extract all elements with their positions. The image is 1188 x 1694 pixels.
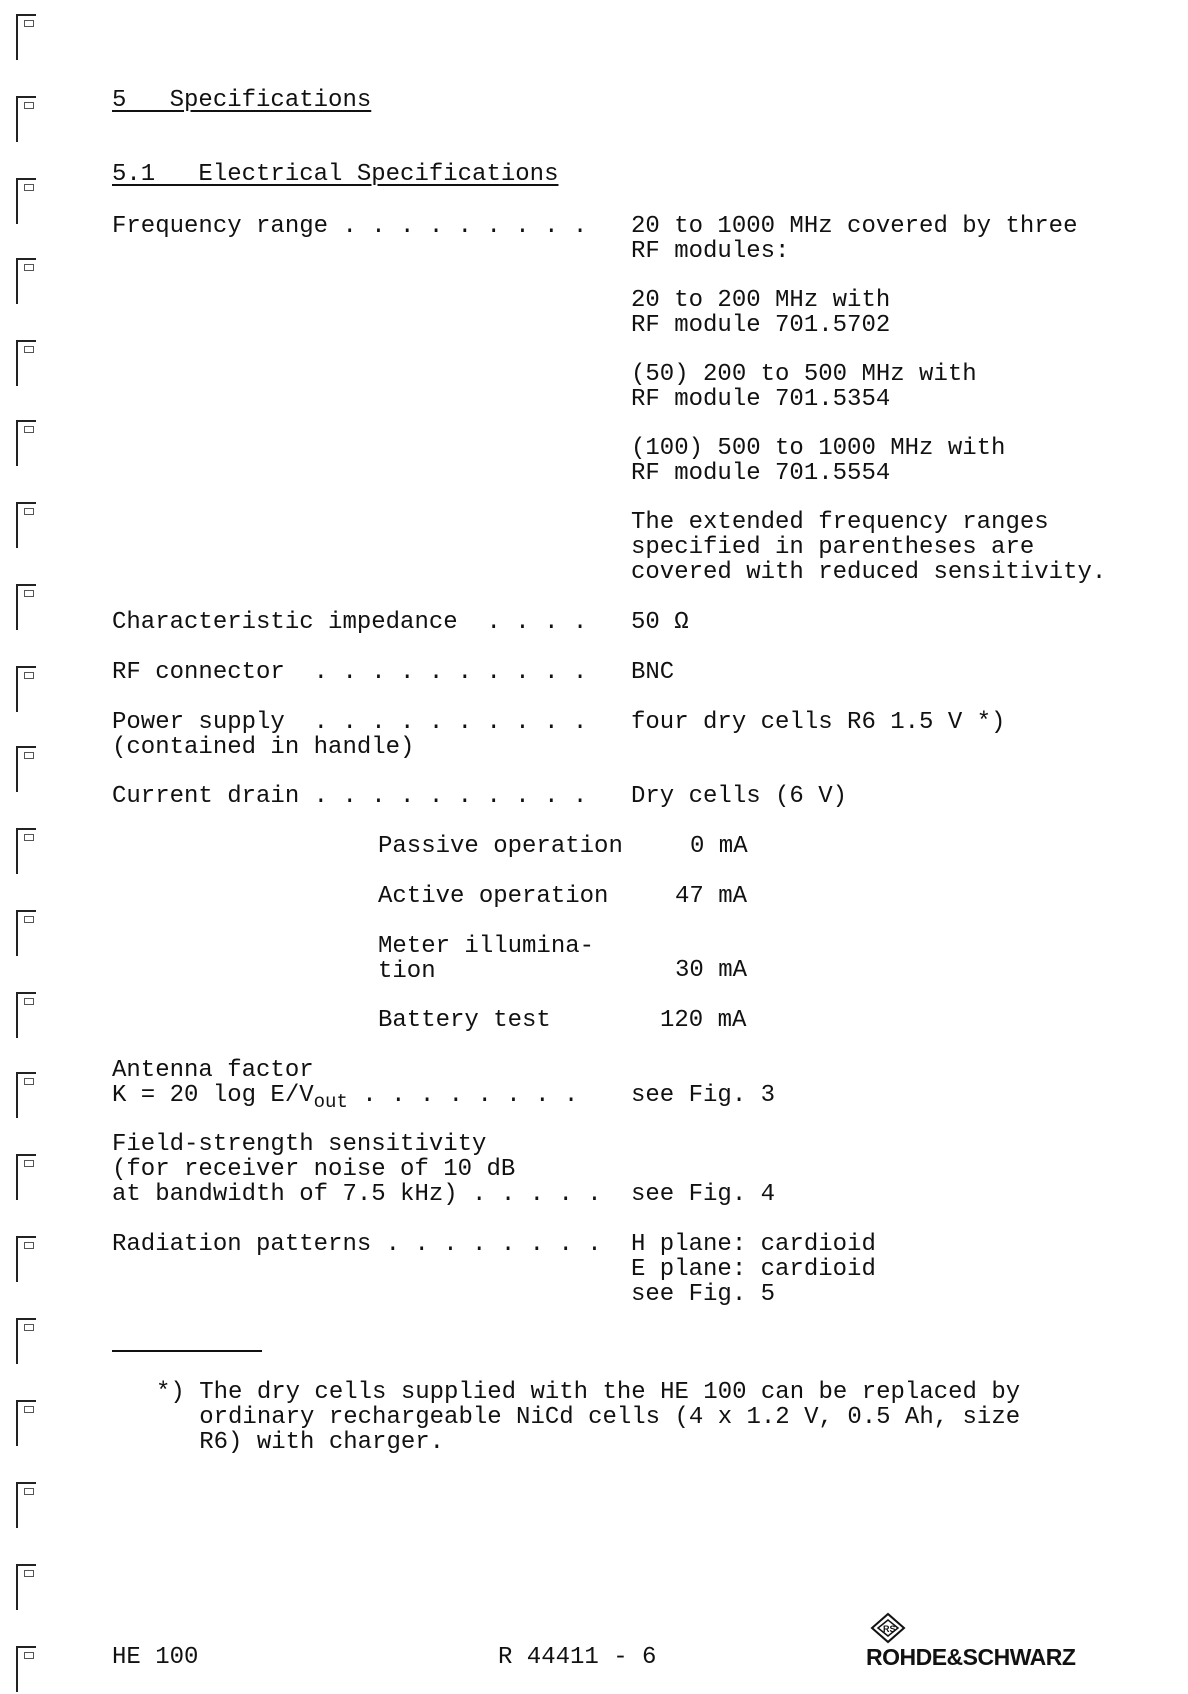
impedance-value: 50 Ω: [631, 609, 689, 636]
antenna-formula: [112, 1083, 578, 1115]
antenna-formula-subscript: out: [313, 1091, 348, 1113]
brand-logo: [866, 1612, 1086, 1672]
binder-hole: [16, 1318, 36, 1364]
frequency-range-value: 20 to 1000 MHz covered by three RF modules:: [631, 213, 1078, 265]
binder-hole: [16, 1482, 36, 1528]
frequency-range-label: Frequency range . . . . . . . . .: [112, 213, 588, 240]
footnote-divider: [112, 1350, 262, 1352]
binder-hole: [16, 666, 36, 712]
active-operation-label: Active operation: [378, 883, 609, 910]
binder-hole: [16, 502, 36, 548]
binder-hole: [16, 420, 36, 466]
connector-value: BNC: [631, 659, 675, 686]
binder-hole: [16, 96, 36, 142]
svg-text:RS: RS: [883, 1624, 896, 1634]
battery-test-label: Battery test: [378, 1007, 551, 1034]
binder-hole: [16, 746, 36, 792]
radiation-patterns-value: H plane: cardioid E plane: cardioid see Fig. 5: [631, 1231, 876, 1308]
binder-hole: [16, 340, 36, 386]
antenna-formula-dots: . . . . . . . .: [347, 1082, 579, 1109]
rf-module-3: (100) 500 to 1000 MHz with RF module 701.5554: [631, 435, 1006, 487]
antenna-factor-label: Antenna factor: [112, 1057, 314, 1084]
binder-hole: [16, 1072, 36, 1118]
binder-hole: [16, 828, 36, 874]
binder-hole: [16, 14, 36, 60]
section-subtitle: 5.1 Electrical Specifications: [112, 161, 559, 188]
footer-doc-number: R 44411 - 6: [498, 1644, 657, 1671]
radiation-patterns-label: Radiation patterns . . . . . . . .: [112, 1231, 602, 1258]
footer-model: HE 100: [112, 1644, 199, 1671]
rf-module-2: (50) 200 to 500 MHz with RF module 701.5354: [631, 361, 977, 413]
binder-hole: [16, 584, 36, 630]
power-supply-value: four dry cells R6 1.5 V *): [631, 709, 1006, 736]
binder-hole: [16, 910, 36, 956]
binder-hole: [16, 1154, 36, 1200]
antenna-formula-text: K = 20 log E/V: [112, 1082, 314, 1109]
meter-illumination-label: Meter illumina- tion: [378, 933, 595, 985]
binder-hole: [16, 258, 36, 304]
antenna-factor-value: see Fig. 3: [631, 1082, 776, 1109]
rf-module-1: 20 to 200 MHz with RF module 701.5702: [631, 287, 891, 339]
rohde-schwarz-emblem-icon: [866, 1612, 910, 1644]
meter-illumination-value: 30 mA: [675, 957, 748, 984]
battery-test-value: 120 mA: [660, 1007, 747, 1034]
connector-label: RF connector . . . . . . . . . .: [112, 659, 588, 686]
binder-hole: [16, 178, 36, 224]
field-strength-label: Field-strength sensitivity (for receiver noise of 10 dB at bandwidth of 7.5 kHz) . . . . .: [112, 1131, 602, 1208]
passive-operation-label: Passive operation: [378, 833, 623, 860]
current-drain-value: Dry cells (6 V): [631, 783, 848, 810]
brand-name: ROHDE&SCHWARZ: [866, 1644, 1076, 1670]
active-operation-value: 47 mA: [675, 883, 748, 910]
power-supply-label: Power supply . . . . . . . . . . (contained in handle): [112, 709, 588, 761]
binder-hole: [16, 1400, 36, 1446]
current-drain-label: Current drain . . . . . . . . . .: [112, 783, 588, 810]
impedance-label: Characteristic impedance . . . .: [112, 609, 588, 636]
binder-hole: [16, 1564, 36, 1610]
extended-range-note: The extended frequency ranges specified in parentheses are covered with reduced sensitivity.: [631, 509, 1107, 586]
field-strength-value: see Fig. 4: [631, 1181, 776, 1208]
passive-operation-value: 0 mA: [690, 833, 748, 860]
binder-hole: [16, 992, 36, 1038]
binder-hole: [16, 1236, 36, 1282]
binder-hole: [16, 1646, 36, 1692]
footnote: *) The dry cells supplied with the HE 100 can be replaced by ordinary rechargeable NiCd cells (4 x 1.2 V, 0.5 Ah, size R6) with charger.: [156, 1379, 1021, 1456]
section-title: 5 Specifications: [112, 87, 372, 114]
